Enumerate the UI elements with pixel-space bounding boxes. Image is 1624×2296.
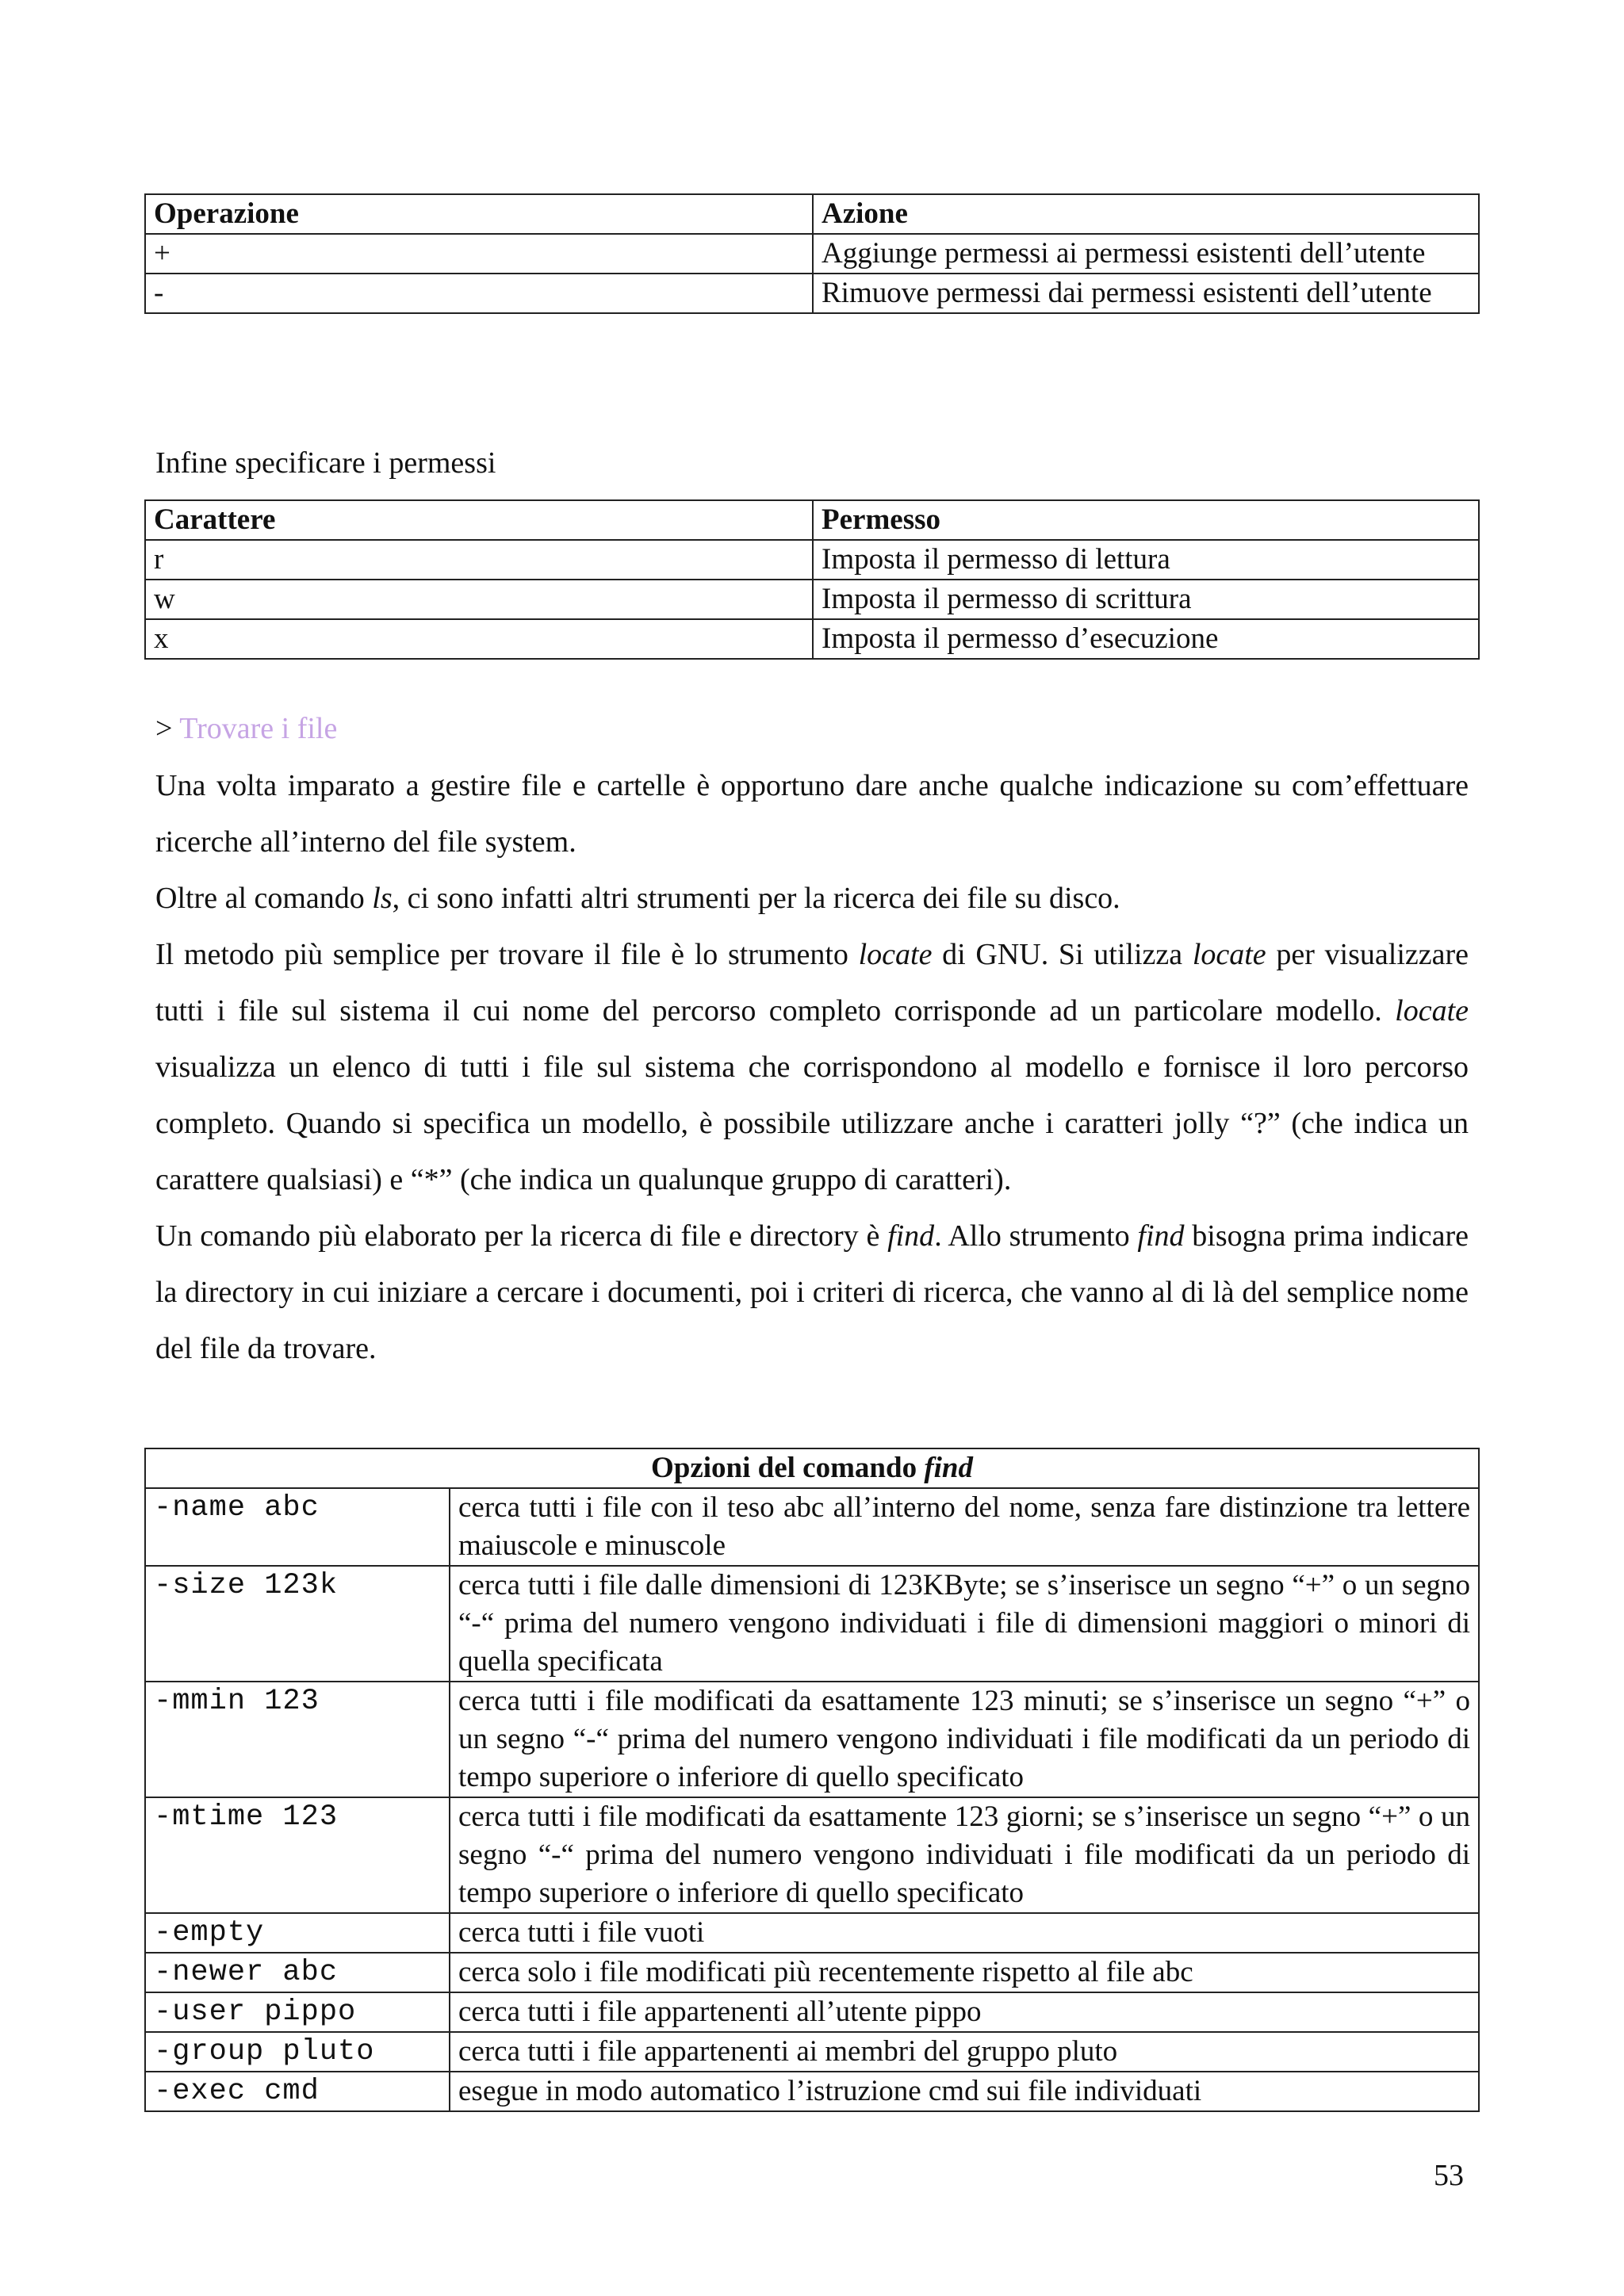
table-row — [145, 1566, 1479, 1682]
table-row — [145, 1992, 1479, 2032]
command-name: find — [1137, 1219, 1185, 1253]
option-description: esegue in modo automatico l’istruzione cmd sui file individuati — [450, 2072, 1479, 2111]
heading-text: Trovare i file — [179, 712, 338, 745]
column-header: Permesso — [813, 500, 1479, 540]
table-header-row — [145, 500, 1479, 540]
permissions-intro: Infine specificare i permessi — [155, 446, 496, 480]
option-description: cerca tutti i file modificati da esattamente 123 giorni; se s’inserisce un segno “+” o un segno “-“ prima del numero vengono individuati i file modificati da un periodo di tempo superiore o inferiore di quello specificato — [450, 1797, 1479, 1913]
table-row — [145, 540, 1479, 580]
option-flag: -group pluto — [145, 2032, 450, 2072]
option-flag: -exec cmd — [145, 2072, 450, 2111]
table-row — [145, 274, 1479, 313]
heading-prefix: > — [155, 712, 180, 745]
find-section — [155, 707, 1469, 1377]
text-run: per visualizzare tutti i file sul sistema il cui nome del percorso completo corrisponde ad un particolare modello. — [155, 938, 1469, 1027]
option-flag: -mmin 123 — [145, 1682, 450, 1797]
operation-description: Rimuove permessi dai permessi esistenti dell’utente — [813, 274, 1479, 313]
text-run: visualizza un elenco di tutti i file sul sistema che corrispondono al modello e fornisce il loro percorso completo. Quando si specifica un modello, è possibile utilizzare anche i caratteri jolly “?” (che indica un carattere qualsiasi) e “*” (che indica un qualunque gruppo di caratteri). — [155, 1050, 1469, 1196]
table-row — [145, 234, 1479, 274]
permission-description: Imposta il permesso di scrittura — [813, 580, 1479, 619]
page-number: 53 — [1434, 2159, 1464, 2192]
permission-description: Imposta il permesso d’esecuzione — [813, 619, 1479, 659]
option-flag: -newer abc — [145, 1953, 450, 1992]
text-run: , ci sono infatti altri strumenti per la ricerca dei file su disco. — [392, 882, 1120, 915]
command-name: ls — [372, 882, 393, 915]
option-flag: -empty — [145, 1913, 450, 1953]
table-caption-row — [145, 1448, 1479, 1488]
column-header: Operazione — [145, 194, 813, 234]
operation-symbol: + — [145, 234, 813, 274]
text-run: . Allo strumento — [934, 1219, 1138, 1253]
table-caption — [145, 1448, 1479, 1488]
permission-char: x — [145, 619, 813, 659]
caption-text: Opzioni del comando — [650, 1452, 925, 1484]
option-flag: -user pippo — [145, 1992, 450, 2032]
operation-description: Aggiunge permessi ai permessi esistenti dell’utente — [813, 234, 1479, 274]
operation-symbol: - — [145, 274, 813, 313]
option-description: cerca tutti i file appartenenti all’utente pippo — [450, 1992, 1479, 2032]
table-row — [145, 2072, 1479, 2111]
paragraph — [155, 871, 1469, 927]
option-flag: -mtime 123 — [145, 1797, 450, 1913]
text-run: Oltre al comando — [155, 882, 373, 915]
text-run: di GNU. Si utilizza — [932, 938, 1193, 971]
permission-char: w — [145, 580, 813, 619]
table-row — [145, 1488, 1479, 1566]
option-description: cerca tutti i file modificati da esattamente 123 minuti; se s’inserisce un segno “+” o un segno “-“ prima del numero vengono individuati i file modificati da un periodo di tempo superiore o inferiore di quello specificato — [450, 1682, 1479, 1797]
table-header-row — [145, 194, 1479, 234]
table-row — [145, 1797, 1479, 1913]
option-flag: -name abc — [145, 1488, 450, 1566]
option-description: cerca solo i file modificati più recentemente rispetto al file abc — [450, 1953, 1479, 1992]
paragraph — [155, 1208, 1469, 1377]
table-row — [145, 1913, 1479, 1953]
command-name: locate — [1192, 938, 1266, 971]
find-options-table — [144, 1448, 1480, 2112]
table-row — [145, 580, 1479, 619]
text-run: Il metodo più semplice per trovare il file è lo strumento — [155, 938, 859, 971]
permission-description: Imposta il permesso di lettura — [813, 540, 1479, 580]
caption-command: find — [924, 1452, 974, 1484]
option-flag: -size 123k — [145, 1566, 450, 1682]
paragraph — [155, 927, 1469, 1208]
operations-table — [144, 193, 1480, 314]
command-name: find — [887, 1219, 935, 1253]
option-description: cerca tutti i file appartenenti ai membri del gruppo pluto — [450, 2032, 1479, 2072]
paragraph: Una volta imparato a gestire file e cartelle è opportuno dare anche qualche indicazione su com’effettuare ricerche all’interno del file system. — [155, 769, 1469, 859]
section-heading — [155, 707, 1469, 750]
option-description: cerca tutti i file dalle dimensioni di 123KByte; se s’inserisce un segno “+” o un segno “-“ prima del numero vengono individuati i file di dimensioni maggiori o minori di quella specificata — [450, 1566, 1479, 1682]
option-description: cerca tutti i file con il teso abc all’interno del nome, senza fare distinzione tra lettere maiuscole e minuscole — [450, 1488, 1479, 1566]
column-header: Azione — [813, 194, 1479, 234]
table-row — [145, 1682, 1479, 1797]
column-header: Carattere — [145, 500, 813, 540]
table-row — [145, 1953, 1479, 1992]
permissions-table — [144, 499, 1480, 660]
text-run: bisogna prima indicare la directory in cui iniziare a cercare i documenti, poi i criteri di ricerca, che vanno al di là del semplice nome del file da trovare. — [155, 1219, 1469, 1365]
command-name: locate — [858, 938, 933, 971]
permission-char: r — [145, 540, 813, 580]
table-row — [145, 2032, 1479, 2072]
table-row — [145, 619, 1479, 659]
option-description: cerca tutti i file vuoti — [450, 1913, 1479, 1953]
text-run: Un comando più elaborato per la ricerca di file e directory è — [155, 1219, 888, 1253]
command-name: locate — [1395, 994, 1469, 1027]
